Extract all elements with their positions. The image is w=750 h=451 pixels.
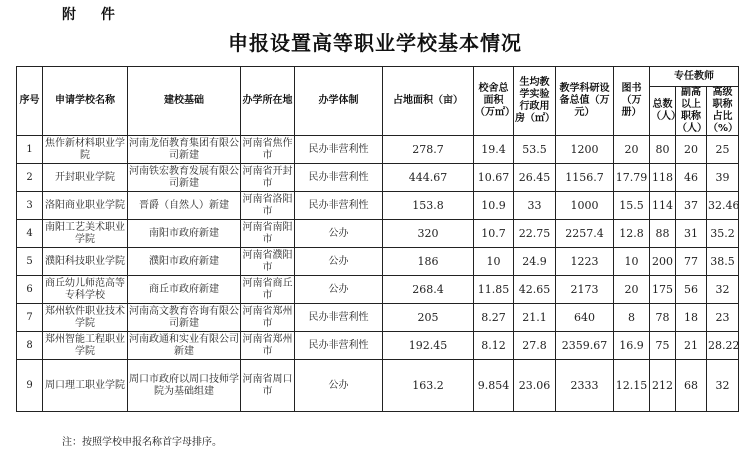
cell-total: 114 [650,192,676,220]
table-row [17,164,739,192]
cell-building: 8.12 [474,332,514,360]
cell-name: 开封职业学院 [43,164,128,192]
cell-system: 民办非营利性 [295,304,383,332]
cell-system: 公办 [295,360,383,412]
cell-books: 20 [614,136,650,164]
cell-basis: 濮阳市政府新建 [128,248,241,276]
cell-land: 192.45 [383,332,474,360]
cell-per-capita: 33 [514,192,556,220]
table-row [17,192,739,220]
cell-per-capita: 21.1 [514,304,556,332]
cell-ratio: 32 [707,360,739,412]
cell-building: 10.67 [474,164,514,192]
cell-basis: 河南龙佰教育集团有限公司新建 [128,136,241,164]
cell-ratio: 39 [707,164,739,192]
cell-per-capita: 24.9 [514,248,556,276]
cell-name: 焦作新材料职业学院 [43,136,128,164]
cell-senior: 18 [676,304,707,332]
cell-equipment: 2257.4 [556,220,614,248]
header-basis: 建校基础 [128,67,241,136]
cell-location: 河南省周口市 [241,360,295,412]
cell-senior: 68 [676,360,707,412]
cell-total: 88 [650,220,676,248]
cell-senior: 37 [676,192,707,220]
cell-total: 118 [650,164,676,192]
header-teachers-group: 专任教师 [650,67,739,87]
footnote: 注：按照学校申报名称首字母排序。 [62,437,222,448]
cell-ratio: 23 [707,304,739,332]
cell-land: 205 [383,304,474,332]
cell-system: 公办 [295,220,383,248]
cell-basis: 晋爵（自然人）新建 [128,192,241,220]
header-equipment: 教学科研设备总值（万元） [556,67,614,136]
cell-no: 4 [17,220,43,248]
cell-total: 200 [650,248,676,276]
cell-no: 7 [17,304,43,332]
cell-building: 8.27 [474,304,514,332]
header-building-area: 校舍总面积（万㎡） [474,67,514,136]
header-row-top [17,67,739,87]
header-teacher-ratio: 高级职称占比（%） [708,87,739,134]
cell-senior: 31 [676,220,707,248]
header-per-capita: 生均教学实验行政用房（㎡） [514,67,556,136]
table-row [17,248,739,276]
cell-total: 80 [650,136,676,164]
cell-senior: 21 [676,332,707,360]
cell-location: 河南省焦作市 [241,136,295,164]
header-books: 图书（万册） [614,67,650,136]
cell-books: 8 [614,304,650,332]
cell-no: 3 [17,192,43,220]
cell-per-capita: 23.06 [514,360,556,412]
cell-location: 河南省郑州市 [241,332,295,360]
cell-equipment: 2333 [556,360,614,412]
cell-name: 郑州软件职业技术学院 [43,304,128,332]
cell-system: 民办非营利性 [295,164,383,192]
cell-total: 75 [650,332,676,360]
cell-building: 11.85 [474,276,514,304]
cell-location: 河南省南阳市 [241,220,295,248]
header-no: 序号 [17,67,43,136]
cell-location: 河南省洛阳市 [241,192,295,220]
cell-land: 278.7 [383,136,474,164]
header-land-area: 占地面积（亩） [383,67,474,136]
cell-location: 河南省郑州市 [241,304,295,332]
cell-per-capita: 26.45 [514,164,556,192]
cell-land: 444.67 [383,164,474,192]
header-name: 申请学校名称 [43,67,128,136]
cell-location: 河南省濮阳市 [241,248,295,276]
cell-ratio: 32.46 [707,192,739,220]
cell-senior: 46 [676,164,707,192]
cell-name: 郑州智能工程职业学院 [43,332,128,360]
cell-total: 78 [650,304,676,332]
cell-location: 河南省开封市 [241,164,295,192]
cell-ratio: 35.2 [707,220,739,248]
cell-basis: 河南政通和实业有限公司新建 [128,332,241,360]
schools-table [16,66,739,412]
table-row [17,304,739,332]
cell-name: 南阳工艺美术职业学院 [43,220,128,248]
cell-building: 10.9 [474,192,514,220]
cell-ratio: 38.5 [707,248,739,276]
cell-land: 163.2 [383,360,474,412]
header-location: 办学所在地 [241,67,295,136]
cell-basis: 河南铁宏教育发展有限公司新建 [128,164,241,192]
cell-books: 17.79 [614,164,650,192]
cell-no: 6 [17,276,43,304]
cell-ratio: 32 [707,276,739,304]
cell-ratio: 25 [707,136,739,164]
cell-books: 12.8 [614,220,650,248]
cell-land: 320 [383,220,474,248]
cell-total: 212 [650,360,676,412]
cell-building: 10 [474,248,514,276]
table-body [17,136,739,412]
cell-per-capita: 22.75 [514,220,556,248]
cell-land: 153.8 [383,192,474,220]
table-row [17,276,739,304]
cell-name: 周口理工职业学院 [43,360,128,412]
table-row [17,136,739,164]
cell-equipment: 1156.7 [556,164,614,192]
cell-per-capita: 27.8 [514,332,556,360]
table-row [17,360,739,412]
header-system: 办学体制 [295,67,383,136]
cell-no: 2 [17,164,43,192]
cell-per-capita: 42.65 [514,276,556,304]
cell-senior: 56 [676,276,707,304]
cell-name: 洛阳商业职业学院 [43,192,128,220]
header-teacher-total: 总数（人） [650,87,676,136]
cell-books: 10 [614,248,650,276]
cell-system: 民办非营利性 [295,192,383,220]
cell-building: 9.854 [474,360,514,412]
cell-books: 15.5 [614,192,650,220]
cell-books: 20 [614,276,650,304]
cell-equipment: 2173 [556,276,614,304]
cell-equipment: 1000 [556,192,614,220]
document-title: 申报设置高等职业学校基本情况 [228,31,522,55]
cell-basis: 商丘市政府新建 [128,276,241,304]
table-row [17,220,739,248]
cell-building: 19.4 [474,136,514,164]
cell-name: 商丘幼儿师范高等专科学校 [43,276,128,304]
header-teacher-senior: 副高以上职称（人） [677,87,707,134]
attachment-label: 附 件 [62,7,125,23]
cell-land: 186 [383,248,474,276]
cell-basis: 周口市政府以周口技师学院为基础组建 [128,360,241,412]
cell-no: 8 [17,332,43,360]
cell-senior: 20 [676,136,707,164]
cell-system: 公办 [295,248,383,276]
cell-name: 濮阳科技职业学院 [43,248,128,276]
cell-equipment: 2359.67 [556,332,614,360]
cell-senior: 77 [676,248,707,276]
cell-equipment: 1223 [556,248,614,276]
cell-ratio: 28.22 [707,332,739,360]
cell-basis: 南阳市政府新建 [128,220,241,248]
cell-total: 175 [650,276,676,304]
cell-books: 16.9 [614,332,650,360]
cell-no: 9 [17,360,43,412]
cell-system: 公办 [295,276,383,304]
cell-no: 5 [17,248,43,276]
cell-building: 10.7 [474,220,514,248]
cell-equipment: 640 [556,304,614,332]
cell-location: 河南省商丘市 [241,276,295,304]
cell-system: 民办非营利性 [295,332,383,360]
cell-equipment: 1200 [556,136,614,164]
cell-basis: 河南高文教育咨询有限公司新建 [128,304,241,332]
cell-books: 12.15 [614,360,650,412]
cell-system: 民办非营利性 [295,136,383,164]
cell-no: 1 [17,136,43,164]
cell-per-capita: 53.5 [514,136,556,164]
cell-land: 268.4 [383,276,474,304]
table-row [17,332,739,360]
